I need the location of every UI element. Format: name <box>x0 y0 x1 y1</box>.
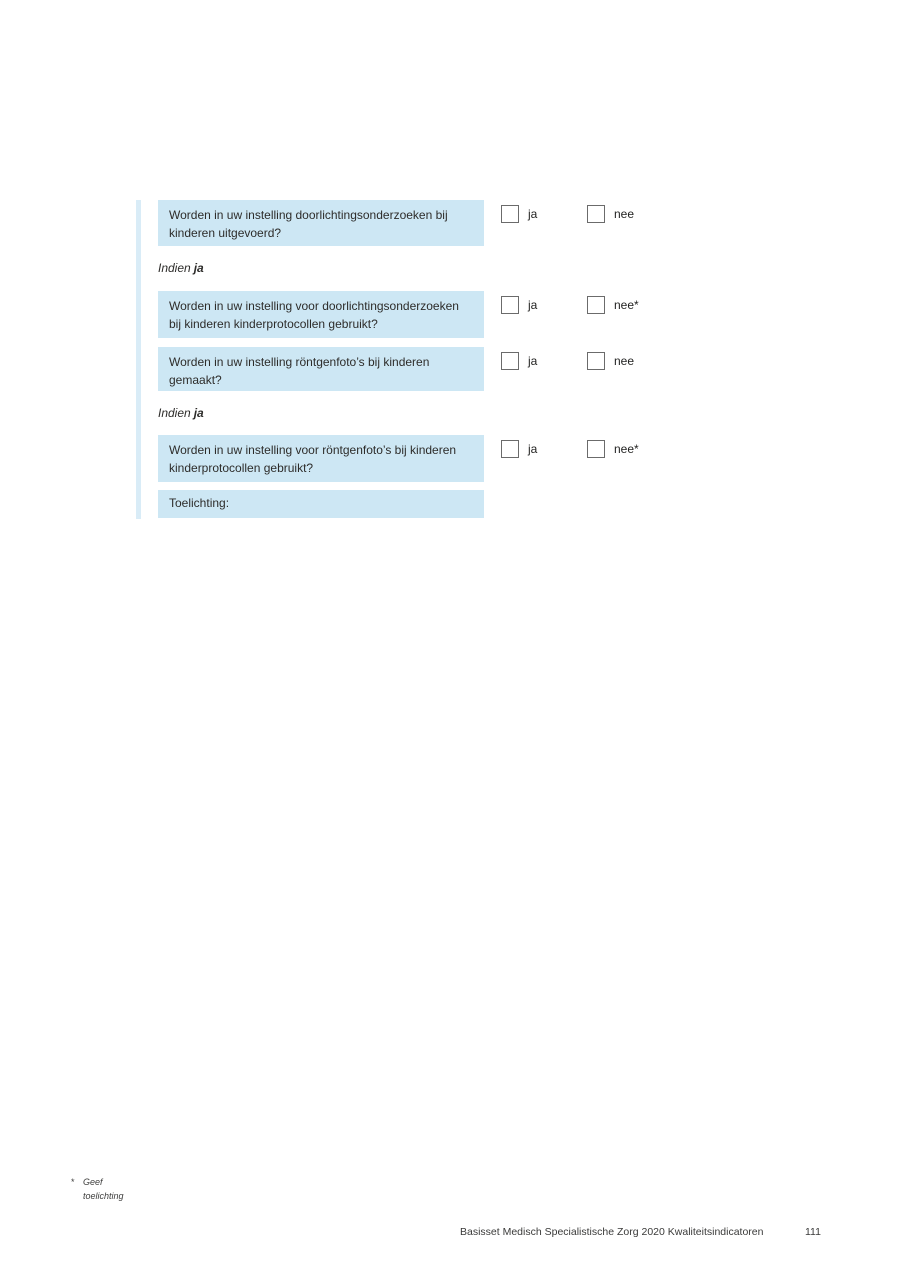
conditional-emphasis: ja <box>193 406 204 420</box>
accent-bar <box>136 200 141 519</box>
nee-choice <box>587 205 634 223</box>
question-box <box>158 347 484 391</box>
question-text: Worden in uw instelling röntgenfoto’s bij kinderen gemaakt? <box>169 355 430 387</box>
ja-choice <box>501 440 537 458</box>
nee-checkbox[interactable] <box>587 205 605 223</box>
ja-choice <box>501 296 537 314</box>
footnote <box>71 1175 124 1203</box>
toelichting-box <box>158 490 484 518</box>
ja-label: ja <box>528 298 538 312</box>
nee-choice <box>587 440 639 458</box>
conditional-prefix: Indien <box>158 261 191 275</box>
nee-label: nee <box>614 354 635 368</box>
ja-checkbox[interactable] <box>501 205 519 223</box>
conditional-emphasis: ja <box>193 261 204 275</box>
ja-checkbox[interactable] <box>501 352 519 370</box>
ja-label: ja <box>528 354 538 368</box>
ja-choice <box>501 205 537 223</box>
footnote-line2: toelichting <box>83 1191 124 1201</box>
nee-choice <box>587 296 639 314</box>
question-text: Worden in uw instelling voor doorlichtingsonderzoeken bij kinderen kinderprotocollen gebruikt? <box>169 299 459 331</box>
nee-label: nee* <box>614 298 639 312</box>
conditional-note <box>158 406 204 420</box>
footnote-marker: * <box>71 1177 75 1187</box>
question-text: Worden in uw instelling doorlichtingsonderzoeken bij kinderen uitgevoerd? <box>169 208 448 240</box>
ja-checkbox[interactable] <box>501 296 519 314</box>
conditional-prefix: Indien <box>158 406 191 420</box>
nee-checkbox[interactable] <box>587 352 605 370</box>
page-number: 111 <box>805 1226 821 1238</box>
toelichting-label: Toelichting: <box>169 496 230 510</box>
conditional-note <box>158 261 204 275</box>
ja-choice <box>501 352 537 370</box>
nee-choice <box>587 352 634 370</box>
question-box <box>158 291 484 338</box>
nee-checkbox[interactable] <box>587 296 605 314</box>
nee-checkbox[interactable] <box>587 440 605 458</box>
footer-title: Basisset Medisch Specialistische Zorg 2020 Kwaliteitsindicatoren <box>460 1226 764 1238</box>
question-box <box>158 435 484 482</box>
nee-label: nee <box>614 207 635 221</box>
question-box <box>158 200 484 246</box>
ja-label: ja <box>528 442 538 456</box>
ja-label: ja <box>528 207 538 221</box>
footnote-line1: Geef <box>83 1177 103 1187</box>
nee-label: nee* <box>614 442 639 456</box>
ja-checkbox[interactable] <box>501 440 519 458</box>
question-text: Worden in uw instelling voor röntgenfoto’s bij kinderen kinderprotocollen gebruikt? <box>169 443 457 475</box>
